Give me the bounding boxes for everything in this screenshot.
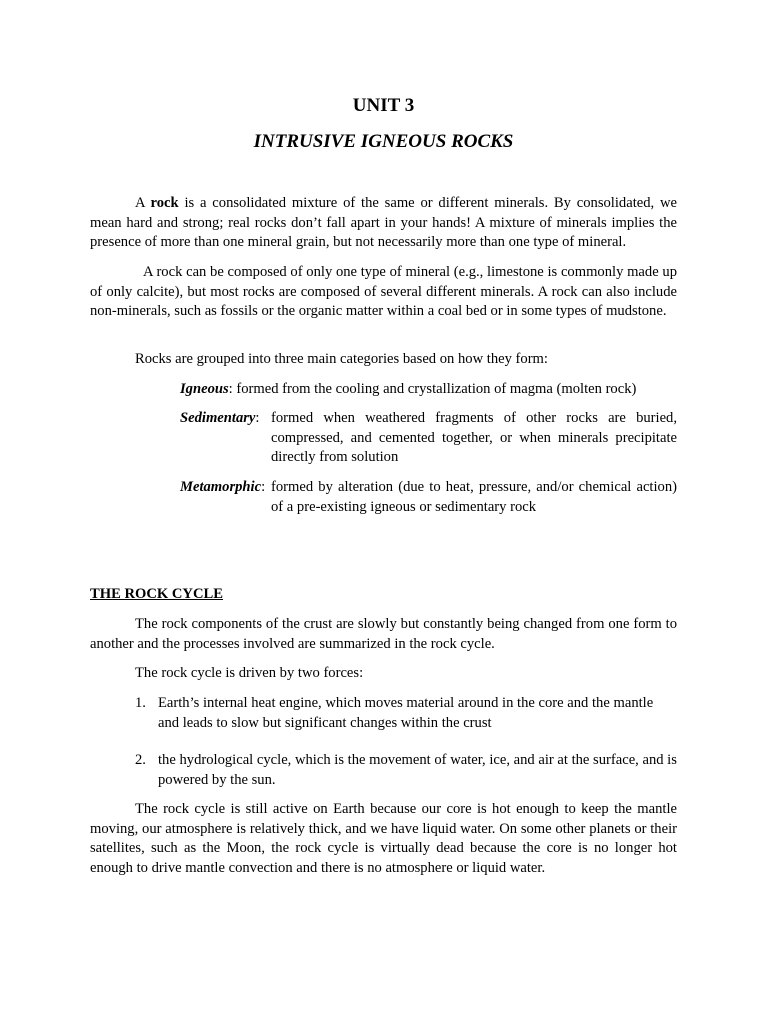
rock-cycle-paragraph-3: The rock cycle is still active on Earth because our core is hot enough to keep the mantle moving, our atmosphere is relatively thick, and we have liquid water. On some other planets or their satellites, such as the Moon, the rock cycle is virtually dead because the core is no longer hot enough to drive mantle convection and there is no atmosphere or liquid water. (90, 801, 677, 876)
rock-cycle-paragraph-2: The rock cycle is driven by two forces: (135, 665, 364, 681)
list-item (135, 694, 677, 734)
list-item (135, 751, 677, 791)
category-term: Igneous (180, 381, 229, 397)
category-definition: formed by alteration (due to heat, pressure, and/or chemical action) of a pre-existing igneous or sedimentary rock (271, 479, 677, 515)
category-term: Metamorphic (180, 479, 262, 495)
list-text: the hydrological cycle, which is the movement of water, ice, and air at the surface, and is powered by the sun. (158, 752, 677, 788)
list-text: Earth’s internal heat engine, which moves material around in the core and the mantle and leads to slow but significant changes within the crust (158, 695, 654, 731)
rock-cycle-heading: THE ROCK CYCLE (90, 586, 223, 602)
category-metamorphic: Metamorphic: formed by alteration (due to heat, pressure, and/or chemical action) of a pre-existing igneous or sedimentary rock (180, 478, 677, 518)
document-page (90, 0, 677, 1024)
intro-p1-rest: is a consolidated mixture of the same or different minerals. By consolidated, we mean hard and strong; real rocks don’t fall apart in your hands! A mixture of minerals implies the presence of more than one mineral grain, but not necessarily more than one type of mineral. (90, 195, 677, 251)
rock-cycle-paragraph-1: The rock components of the crust are slowly but constantly being changed from one form to another and the processes involved are summarized in the rock cycle. (90, 616, 677, 652)
unit-title-heading: INTRUSIVE IGNEOUS ROCKS (253, 131, 514, 152)
intro-paragraph-2: A rock can be composed of only one type of mineral (e.g., limestone is commonly made up of only calcite), but most rocks are composed of several different minerals. A rock can also include non-minerals, such as fossils or the organic matter within a coal bed or in some types of mudstone. (90, 264, 677, 320)
intro-paragraph-3: Rocks are grouped into three main categories based on how they form: (135, 351, 548, 367)
unit-number-heading: UNIT 3 (352, 95, 415, 116)
intro-paragraph-1 (90, 194, 677, 253)
list-number: 1. (135, 695, 146, 711)
category-igneous (180, 380, 677, 400)
list-number: 2. (135, 752, 146, 768)
category-definition: : formed from the cooling and crystallization of magma (molten rock) (228, 381, 637, 397)
intro-p1-start: A (135, 195, 151, 211)
category-definition: formed when weathered fragments of other rocks are buried, compressed, and cemented together, or when minerals precipitate directly from solution (271, 410, 677, 466)
category-sedimentary: Sedimentary: formed when weathered fragments of other rocks are buried, compressed, and cemented together, or when minerals precipitate directly from solution (180, 409, 677, 469)
rock-term: rock (150, 195, 179, 211)
category-term: Sedimentary (180, 410, 256, 426)
